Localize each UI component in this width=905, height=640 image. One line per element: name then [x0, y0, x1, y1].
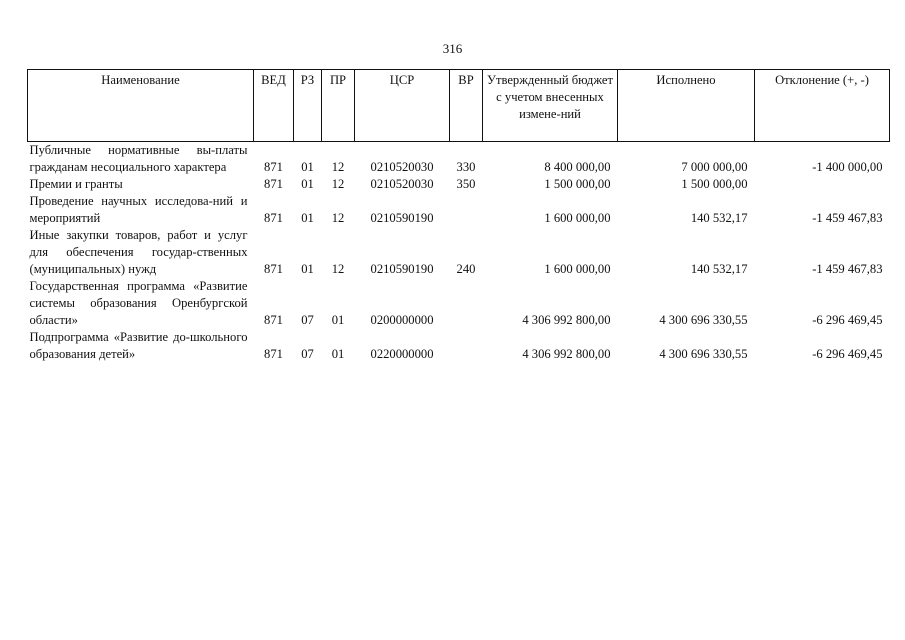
- header-pr: ПР: [322, 70, 355, 142]
- header-deviation: Отклонение (+, -): [755, 70, 890, 142]
- row-rz: 07: [301, 313, 314, 327]
- row-approved: 1 600 000,00: [544, 262, 611, 276]
- row-vr: 240: [456, 262, 476, 276]
- row-approved: 4 306 992 800,00: [522, 313, 611, 327]
- row-rz: 01: [301, 177, 314, 191]
- table-row: [28, 329, 890, 363]
- row-pr: 12: [331, 160, 345, 174]
- row-pr: 12: [331, 211, 345, 225]
- row-deviation: -1 459 467,83: [812, 262, 883, 276]
- row-ved: 871: [264, 211, 283, 225]
- row-csr: 0210520030: [370, 160, 434, 174]
- row-csr: 0210590190: [370, 262, 434, 276]
- row-csr: 0210520030: [370, 177, 434, 191]
- row-name: Подпрограмма «Развитие до-школьного образования детей»: [29, 330, 248, 361]
- row-approved: 8 400 000,00: [544, 160, 611, 174]
- row-vr: 350: [456, 177, 476, 191]
- row-deviation: -1 400 000,00: [812, 160, 883, 174]
- row-rz: 01: [301, 262, 314, 276]
- table-header-row: [28, 70, 890, 142]
- row-approved: 1 500 000,00: [544, 177, 611, 191]
- table-row: [28, 193, 890, 227]
- table-row: [28, 227, 890, 278]
- row-csr: 0220000000: [370, 347, 434, 361]
- row-vr: [450, 193, 483, 227]
- row-executed: 140 532,17: [690, 211, 748, 225]
- row-csr: 0210590190: [370, 211, 434, 225]
- row-deviation: -6 296 469,45: [812, 313, 883, 327]
- row-name: Премии и гранты: [29, 177, 123, 191]
- row-pr: 12: [331, 177, 345, 191]
- row-rz: 07: [301, 347, 314, 361]
- header-name: Наименование: [28, 70, 254, 142]
- row-approved: 1 600 000,00: [544, 211, 611, 225]
- row-name: Публичные нормативные вы-платы гражданам несоциального характера: [29, 143, 248, 174]
- row-vr: [450, 278, 483, 329]
- table-row: [28, 176, 890, 193]
- row-executed: 4 300 696 330,55: [659, 313, 748, 327]
- row-name: Иные закупки товаров, работ и услуг для обеспечения государ-ственных (муниципальных) нужд: [29, 228, 248, 276]
- row-csr: 0200000000: [370, 313, 434, 327]
- row-executed: 4 300 696 330,55: [659, 347, 748, 361]
- row-pr: 01: [331, 347, 345, 361]
- row-deviation: [755, 176, 890, 193]
- row-ved: 871: [264, 347, 283, 361]
- header-csr: ЦСР: [355, 70, 450, 142]
- row-name: Государственная программа «Развитие системы образования Оренбургской области»: [29, 279, 248, 327]
- budget-execution-table: [27, 69, 890, 363]
- row-ved: 871: [264, 160, 283, 174]
- row-deviation: -1 459 467,83: [812, 211, 883, 225]
- row-pr: 12: [331, 262, 345, 276]
- table-row: [28, 142, 890, 177]
- row-executed: 7 000 000,00: [681, 160, 748, 174]
- row-executed: 1 500 000,00: [681, 177, 748, 191]
- row-name: Проведение научных исследова-ний и мероприятий: [29, 194, 248, 225]
- header-ved: ВЕД: [254, 70, 294, 142]
- row-executed: 140 532,17: [690, 262, 748, 276]
- header-approved-budget: Утвержденный бюджет с учетом внесенных измене-ний: [483, 70, 618, 142]
- row-approved: 4 306 992 800,00: [522, 347, 611, 361]
- row-rz: 01: [301, 160, 314, 174]
- row-ved: 871: [264, 177, 283, 191]
- row-vr: [450, 329, 483, 363]
- row-pr: 01: [331, 313, 345, 327]
- header-vr: ВР: [450, 70, 483, 142]
- row-ved: 871: [264, 313, 283, 327]
- row-vr: 330: [456, 160, 476, 174]
- header-rz: РЗ: [294, 70, 322, 142]
- row-deviation: -6 296 469,45: [812, 347, 883, 361]
- row-ved: 871: [264, 262, 283, 276]
- table-row: [28, 278, 890, 329]
- header-executed: Исполнено: [618, 70, 755, 142]
- row-rz: 01: [301, 211, 314, 225]
- page-number: 316: [442, 41, 463, 56]
